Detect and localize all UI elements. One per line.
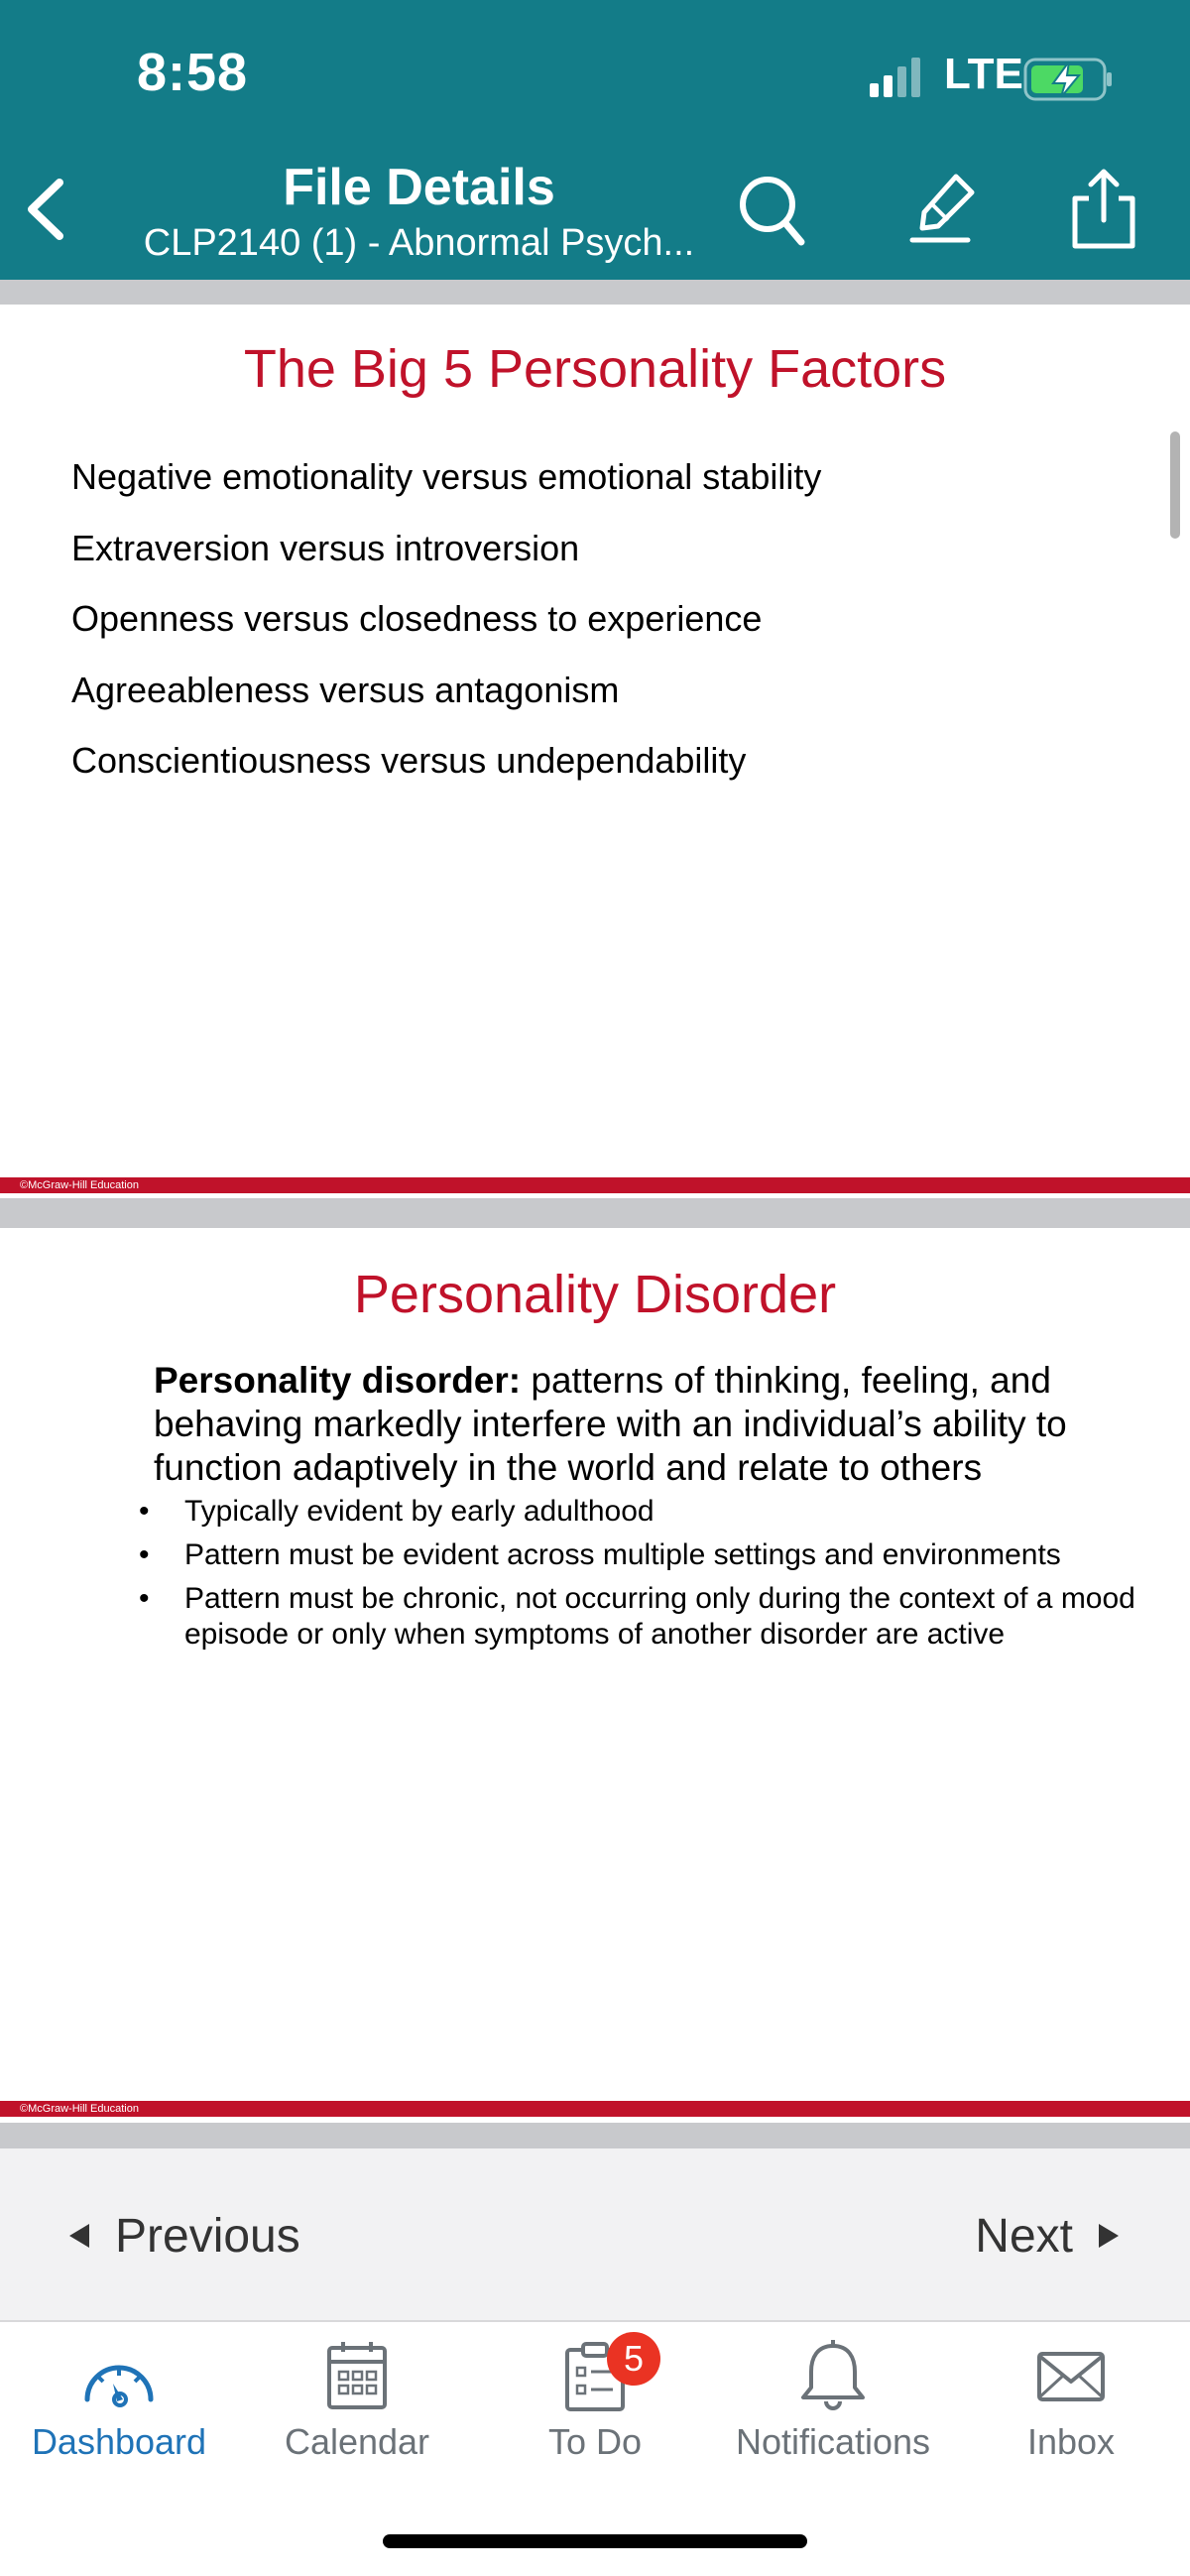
- home-indicator[interactable]: [383, 2534, 807, 2548]
- tab-label: Dashboard: [31, 2421, 207, 2462]
- list-item: • Typically evident by early adulthood: [139, 1494, 1140, 1530]
- scrollbar-thumb[interactable]: [1170, 431, 1180, 539]
- slide-footer-band: [0, 2101, 1190, 2117]
- copyright-text: ©McGraw-Hill Education: [20, 2103, 139, 2115]
- tab-calendar[interactable]: [238, 2322, 476, 2471]
- definition-text: patterns of thinking, feeling, and behaving markedly interfere with an individual’s ability to function adaptively in the world and relate to others: [154, 1360, 1067, 1488]
- tab-inbox[interactable]: [952, 2322, 1190, 2471]
- previous-label: Previous: [115, 2209, 300, 2263]
- dashboard-icon: [79, 2338, 159, 2413]
- todo-count-badge: 5: [607, 2332, 660, 2386]
- tab-label: Inbox: [1026, 2421, 1116, 2462]
- slide-personality-disorder: [0, 1228, 1190, 2123]
- slide-separator: [0, 1198, 1190, 1228]
- app-header: [0, 0, 1190, 280]
- list-item: Agreeableness versus antagonism: [71, 669, 620, 710]
- slide-big5: [0, 305, 1190, 1198]
- previous-button[interactable]: [69, 2206, 300, 2266]
- caret-left-icon: [69, 2224, 89, 2248]
- bell-icon: [793, 2338, 873, 2413]
- caret-right-icon: [1099, 2224, 1119, 2248]
- page-subtitle: CLP2140 (1) - Abnormal Psych...: [143, 222, 695, 264]
- slide-separator: [0, 2123, 1190, 2148]
- page-title: File Details: [283, 159, 555, 216]
- list-item: Openness versus closedness to experience: [71, 598, 763, 639]
- battery-charging-icon: [1023, 56, 1115, 103]
- tab-label: Notifications: [735, 2421, 931, 2462]
- next-button[interactable]: [975, 2206, 1119, 2266]
- search-icon[interactable]: [736, 171, 807, 248]
- tab-dashboard[interactable]: [0, 2322, 238, 2471]
- definition-term: Personality disorder:: [154, 1360, 522, 1401]
- tab-todo[interactable]: [476, 2322, 714, 2471]
- list-item: Negative emotionality versus emotional stability: [71, 456, 822, 497]
- signal-icon: [870, 58, 929, 97]
- tab-notifications[interactable]: [714, 2322, 952, 2471]
- next-label: Next: [975, 2209, 1073, 2263]
- calendar-icon: [317, 2338, 397, 2413]
- list-item: • Pattern must be chronic, not occurring only during the context of a mood episode or only when symptoms of another disorder are active: [139, 1581, 1140, 1653]
- title-block: [139, 155, 699, 266]
- definition-paragraph: [154, 1359, 1126, 1490]
- slide-title: Personality Disorder: [353, 1265, 837, 1324]
- factor-list: [71, 441, 821, 797]
- copyright-text: ©McGraw-Hill Education: [20, 1179, 139, 1191]
- status-time: 8:58: [137, 43, 249, 102]
- tab-label: Calendar: [284, 2421, 430, 2462]
- pager-bar: [0, 2148, 1190, 2322]
- share-icon[interactable]: [1067, 167, 1140, 250]
- list-item: Conscientiousness versus undependability: [71, 740, 747, 781]
- slide-footer-band: [0, 1177, 1190, 1193]
- slide-title: The Big 5 Personality Factors: [243, 339, 947, 399]
- list-item: Extraversion versus introversion: [71, 527, 580, 568]
- slide-separator: [0, 280, 1190, 305]
- highlighter-icon[interactable]: [904, 169, 984, 248]
- tab-label: To Do: [547, 2421, 643, 2462]
- bullet-list: [139, 1494, 1140, 1660]
- list-item: • Pattern must be evident across multiple settings and environments: [139, 1537, 1140, 1573]
- inbox-icon: [1031, 2338, 1111, 2413]
- network-label: LTE: [944, 50, 1023, 98]
- back-chevron-icon[interactable]: [20, 177, 79, 242]
